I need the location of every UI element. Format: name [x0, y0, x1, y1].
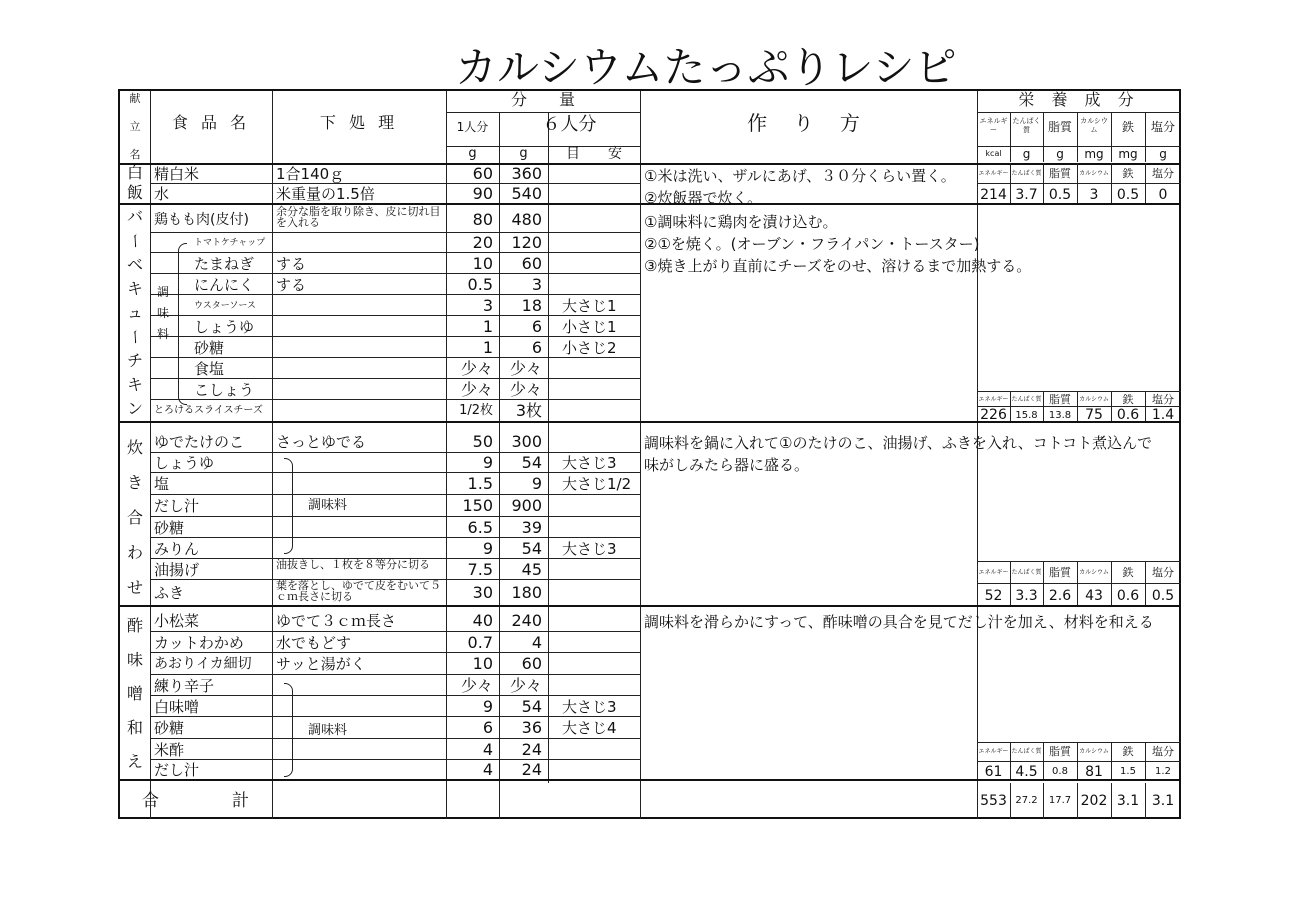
method-step: ③焼き上がり直前にチーズをのせ、溶けるまで加熱する。: [644, 257, 1032, 275]
dish-name-char: チ: [126, 351, 143, 370]
seasoning-group-label: 料: [157, 327, 170, 341]
amount-per1: 1: [482, 316, 493, 336]
total-nutrient-value: 17.7: [1048, 795, 1072, 806]
ingredient-name: 砂糖: [154, 719, 185, 737]
ingredient-name: トマトケチャップ: [194, 238, 266, 248]
nutrient-label: 鉄: [1122, 393, 1134, 406]
nutrient-value: 3: [1089, 187, 1099, 203]
dish-name-char: 白: [126, 163, 143, 182]
prep-note: する: [276, 254, 307, 273]
ingredient-name: 油揚げ: [154, 560, 200, 579]
nutrient-value: 0.5: [1116, 187, 1140, 203]
method-step: ②炊飯器で炊く。: [644, 189, 763, 207]
nutrient-label: 塩分: [1152, 566, 1174, 579]
nutrient-unit: mg: [1084, 147, 1104, 161]
nutrient-label: 脂質: [1049, 393, 1071, 406]
ingredient-name: ウスターソース: [194, 300, 256, 311]
nutrient-label: 鉄: [1122, 167, 1134, 180]
seasoning-bracket: [284, 683, 293, 777]
dish-name-char: わ: [126, 542, 143, 562]
amount-per6: 300: [511, 432, 542, 451]
amount-per6: 6: [531, 337, 542, 357]
ingredient-name: 砂糖: [154, 518, 185, 537]
nutrient-value: 81: [1085, 763, 1103, 780]
nutrient-unit: g: [1056, 147, 1064, 161]
nutrient-value: 61: [984, 763, 1003, 780]
amount-per1: 4: [482, 739, 493, 759]
h-rule: [150, 516, 640, 517]
measure-value: 大さじ3: [562, 454, 617, 472]
dish-name-char: 飯: [126, 183, 143, 202]
method-step: 調味料を鍋に入れて①のたけのこ、油揚げ、ふきを入れ、コトコト煮込んで: [644, 434, 1153, 452]
ingredient-name: だし汁: [154, 497, 200, 515]
measure-header: 目 安: [566, 146, 622, 162]
total-nutrient-value: 27.2: [1015, 795, 1038, 806]
h-rule: [977, 112, 1181, 113]
amount-per6: 24: [521, 760, 542, 779]
nutrient-value: 43: [1085, 588, 1103, 604]
prep-note: する: [276, 275, 307, 294]
ingredient-name: 小松菜: [154, 612, 200, 630]
per1-header: 1人分: [456, 120, 489, 134]
nutrition-header: 栄 養 成 分: [1018, 90, 1140, 109]
amount-per1: 60: [472, 164, 493, 183]
kondate-label: 名: [129, 148, 141, 161]
ingredient-name: だし汁: [154, 761, 200, 779]
amount-per6: 360: [511, 164, 542, 183]
amount-per1: 6: [482, 718, 493, 737]
amount-per6: 60: [521, 253, 542, 273]
nutrient-col-header: エネルギー: [979, 117, 1008, 134]
nutrient-col-header: カルシウム: [1080, 117, 1108, 134]
ingredient-name: 練り辛子: [154, 676, 215, 695]
v-rule: [150, 91, 151, 819]
amount-per6: 180: [511, 583, 542, 602]
nutrient-value: 3.7: [1015, 187, 1038, 203]
recipe-table: [118, 89, 1181, 819]
nutrient-value: 226: [980, 407, 1007, 423]
amount-per6: 36: [521, 718, 542, 737]
h-rule: [446, 112, 640, 113]
amount-per1: 7.5: [467, 559, 493, 579]
prep-note: 油抜きし、１枚を８等分に切る: [276, 558, 430, 571]
h-rule: [150, 494, 640, 495]
v-rule: [548, 112, 549, 783]
nutrient-value: 3.3: [1015, 588, 1038, 604]
prep-header: 下 処 理: [319, 113, 399, 132]
v-rule: [640, 91, 641, 819]
ingredient-name: ゆでたけのこ: [154, 433, 245, 451]
measure-value: 大さじ3: [562, 697, 617, 716]
ingredient-name: とろけるスライスチーズ: [154, 405, 263, 416]
ingredient-name: しょうゆ: [154, 454, 215, 472]
unit-g: g: [519, 146, 528, 161]
ingredient-name: 水: [154, 185, 170, 203]
dish-name-char: ン: [126, 399, 143, 418]
amount-per6: 3枚: [515, 401, 542, 420]
amount-per6: 3: [531, 274, 542, 294]
amount-per6: 540: [511, 184, 542, 203]
nutrient-label: 塩分: [1152, 745, 1174, 758]
unit-g: g: [468, 146, 477, 161]
nutrient-unit: g: [1159, 147, 1167, 161]
method-step: ②①を焼く。(オーブン・フライパン・トースター): [644, 235, 980, 253]
ingredient-name: 食塩: [194, 359, 225, 378]
nutrient-value: 2.6: [1048, 588, 1072, 604]
amount-per1: 3: [482, 295, 493, 315]
nutrient-label: たんぱく質: [1011, 396, 1042, 403]
amount-per1: 90: [472, 184, 493, 203]
ingredient-name: ふき: [154, 584, 185, 602]
amount-per1: 4: [482, 760, 493, 779]
amount-per6: 900: [511, 496, 542, 515]
nutrient-label: カルシウム: [1079, 748, 1109, 755]
nutrient-label: たんぱく質: [1011, 748, 1042, 755]
dish-name-char: ー: [126, 232, 145, 249]
dish-name-char: 合: [126, 507, 143, 527]
dish-name-char: バ: [126, 207, 143, 226]
nutrient-col-header: 塩分: [1150, 120, 1175, 134]
v-rule: [272, 91, 273, 819]
amount-per6: 54: [521, 538, 542, 558]
amount-per6: 54: [521, 453, 542, 472]
amount-per1: 6.5: [467, 517, 493, 537]
total-nutrient-value: 202: [1080, 793, 1108, 809]
kondate-label: 献: [129, 92, 141, 105]
nutrient-col-header: 鉄: [1121, 120, 1134, 134]
dish-name-char: キ: [126, 279, 143, 298]
total-nutrient-value: 3.1: [1151, 793, 1175, 809]
amount-per1: 少々: [460, 358, 493, 378]
measure-value: 小さじ1: [562, 317, 617, 336]
nutrient-value: 1.2: [1155, 765, 1171, 777]
ingredient-name: 精白米: [154, 165, 200, 183]
measure-value: 小さじ2: [562, 338, 617, 357]
amount-per6: 4: [531, 632, 542, 652]
amount-per6: 少々: [509, 675, 542, 695]
nutrient-value: 13.8: [1048, 410, 1072, 421]
dish-name-char: キ: [126, 375, 143, 394]
method-step: ①米は洗い、ザルにあげ、３０分くらい置く。: [644, 167, 956, 185]
nutrient-label: エネルギー: [978, 170, 1009, 177]
nutrient-value: 1.5: [1120, 765, 1136, 777]
nutrient-value: 0: [1158, 187, 1168, 203]
amount-per1: 1/2枚: [459, 403, 493, 418]
seasoning-group-label: 調: [157, 285, 170, 299]
amount-per6: 240: [511, 611, 542, 630]
dish-name-char: ベ: [126, 255, 143, 274]
dish-name-char: 和: [126, 718, 143, 737]
amount-per6: 少々: [509, 379, 542, 399]
prep-note: 余分な脂を取り除き、皮に切れ目を入れる: [276, 205, 441, 229]
prep-note: 水でもどす: [276, 633, 352, 652]
seasoning-bracket: [284, 458, 293, 554]
nutrient-value: 214: [980, 187, 1007, 203]
nutrient-unit: mg: [1118, 147, 1138, 161]
ingredient-name: 白味噌: [154, 697, 200, 716]
nutrient-label: カルシウム: [1079, 569, 1109, 576]
ingredient-name: しょうゆ: [194, 317, 255, 336]
amount-per6: 60: [521, 654, 542, 673]
measure-value: 大さじ4: [562, 719, 617, 737]
h-rule: [120, 605, 1181, 607]
nutrient-label: 塩分: [1152, 393, 1174, 406]
prep-note: ゆでて３ｃｍ長さ: [276, 612, 397, 630]
dish-name-char: き: [126, 472, 143, 492]
total-nutrient-value: 3.1: [1116, 793, 1140, 809]
nutrient-value: 52: [984, 588, 1003, 604]
amount-per1: 50: [472, 432, 493, 451]
amount-per1: 0.5: [467, 274, 493, 294]
nutrient-value: 1.4: [1151, 407, 1175, 423]
amount-per6: 45: [521, 559, 542, 579]
method-step: 調味料を滑らかにすって、酢味噌の具合を見てだし汁を加え、材料を和える: [644, 613, 1154, 631]
ingredient-name: こしょう: [194, 380, 255, 399]
amount-header: 分 量: [510, 90, 575, 109]
amount-per1: 9: [482, 453, 493, 472]
nutrient-value: 15.8: [1015, 410, 1038, 421]
nutrient-label: カルシウム: [1079, 170, 1109, 177]
amount-per6: 54: [521, 696, 542, 716]
amount-per1: 0.7: [467, 632, 493, 652]
ingredient-name: たまねぎ: [194, 254, 255, 273]
amount-per1: 1.5: [467, 474, 493, 493]
nutrient-label: エネルギー: [978, 748, 1009, 755]
ingredient-name: カットわかめ: [154, 633, 244, 652]
food-name-header: 食 品 名: [171, 113, 251, 132]
dish-name-char: 噌: [126, 684, 143, 703]
ingredient-name: みりん: [154, 539, 200, 558]
h-rule: [150, 759, 640, 760]
amount-per1: 少々: [460, 379, 493, 399]
amount-per1: 少々: [460, 675, 493, 695]
ingredient-name: にんにく: [194, 275, 255, 294]
amount-per6: 6: [531, 316, 542, 336]
nutrient-label: 塩分: [1152, 167, 1174, 180]
prep-note: 1合140ｇ: [276, 165, 345, 183]
amount-per1: 20: [472, 233, 493, 252]
dish-name-char: せ: [126, 577, 143, 597]
amount-per1: 150: [462, 496, 493, 515]
method-header: 作 り 方: [747, 111, 870, 135]
nutrient-label: たんぱく質: [1011, 170, 1042, 177]
dish-name-char: 炊: [126, 437, 143, 457]
prep-note: サッと湯がく: [276, 655, 366, 673]
amount-per1: 10: [472, 654, 493, 673]
nutrient-label: 脂質: [1049, 167, 1071, 180]
seasoning-group-label: 味: [157, 306, 170, 320]
amount-per6: 480: [511, 209, 542, 229]
seasoning-group-label: 調味料: [308, 498, 348, 513]
nutrient-label: エネルギー: [978, 569, 1009, 576]
nutrient-col-header: たんぱく質: [1012, 117, 1041, 134]
total-label: 合: [142, 791, 159, 811]
amount-per6: 9: [531, 474, 542, 493]
measure-value: 大さじ1/2: [562, 475, 632, 493]
ingredient-name: あおりイカ細切: [154, 656, 252, 672]
nutrient-label: たんぱく質: [1011, 569, 1042, 576]
nutrient-label: 脂質: [1049, 745, 1071, 758]
nutrient-value: 0.8: [1052, 765, 1068, 777]
method-step: ①調味料に鶏肉を漬け込む。: [644, 213, 838, 231]
nutrient-label: 鉄: [1122, 745, 1134, 758]
dish-name-char: 酢: [126, 616, 143, 635]
amount-per6: 120: [511, 233, 542, 252]
amount-per6: 39: [521, 517, 542, 537]
total-nutrient-value: 553: [980, 793, 1007, 809]
amount-per1: 80: [472, 209, 493, 229]
nutrient-label: カルシウム: [1079, 396, 1109, 403]
nutrient-label: 鉄: [1122, 566, 1134, 579]
dish-name-char: え: [126, 752, 143, 771]
amount-per6: 18: [521, 295, 542, 315]
nutrient-value: 0.6: [1116, 407, 1140, 423]
amount-per1: 30: [472, 583, 493, 602]
amount-per1: 9: [482, 696, 493, 716]
nutrient-unit: g: [1022, 147, 1031, 161]
amount-per1: 10: [472, 253, 493, 273]
measure-value: 大さじ1: [562, 296, 617, 315]
nutrient-label: 脂質: [1049, 566, 1071, 579]
h-rule: [120, 421, 1181, 423]
kondate-label: 立: [129, 120, 141, 133]
seasoning-bracket: [178, 243, 187, 405]
seasoning-group-label: 調味料: [308, 723, 348, 738]
ingredient-name: 鶏もも肉(皮付): [154, 211, 249, 228]
prep-note: さっとゆでる: [276, 433, 367, 451]
ingredient-name: 砂糖: [194, 338, 225, 357]
nutrient-value: 4.5: [1015, 763, 1038, 780]
amount-per1: 9: [482, 538, 493, 558]
prep-note: 米重量の1.5倍: [276, 185, 375, 203]
total-label: 計: [232, 791, 249, 811]
nutrient-label: エネルギー: [978, 396, 1009, 403]
per6-header: ６人分: [542, 114, 597, 135]
nutrient-col-header: 脂質: [1047, 120, 1072, 134]
dish-name-char: ュ: [126, 303, 143, 322]
amount-per6: 少々: [509, 358, 542, 378]
amount-per1: 40: [472, 611, 493, 630]
prep-note: 葉を落とし、ゆでて皮をむいて５ｃｍ長さに切る: [276, 579, 441, 603]
page-title: カルシウムたっぷりレシピ: [455, 43, 957, 92]
amount-per6: 24: [521, 739, 542, 759]
amount-per1: 1: [482, 337, 493, 357]
nutrient-value: 0.5: [1151, 588, 1175, 604]
ingredient-name: 米酢: [154, 740, 185, 759]
dish-name-char: 味: [126, 650, 143, 669]
nutrient-value: 0.5: [1048, 187, 1072, 203]
dish-name-char: ー: [126, 328, 145, 345]
nutrient-value: 75: [1085, 407, 1103, 423]
nutrient-unit: kcal: [985, 149, 1002, 158]
method-step: 味がしみたら器に盛る。: [644, 456, 810, 474]
nutrient-value: 0.6: [1116, 588, 1140, 604]
ingredient-name: 塩: [154, 475, 170, 493]
measure-value: 大さじ3: [562, 539, 617, 558]
h-rule: [150, 738, 640, 739]
